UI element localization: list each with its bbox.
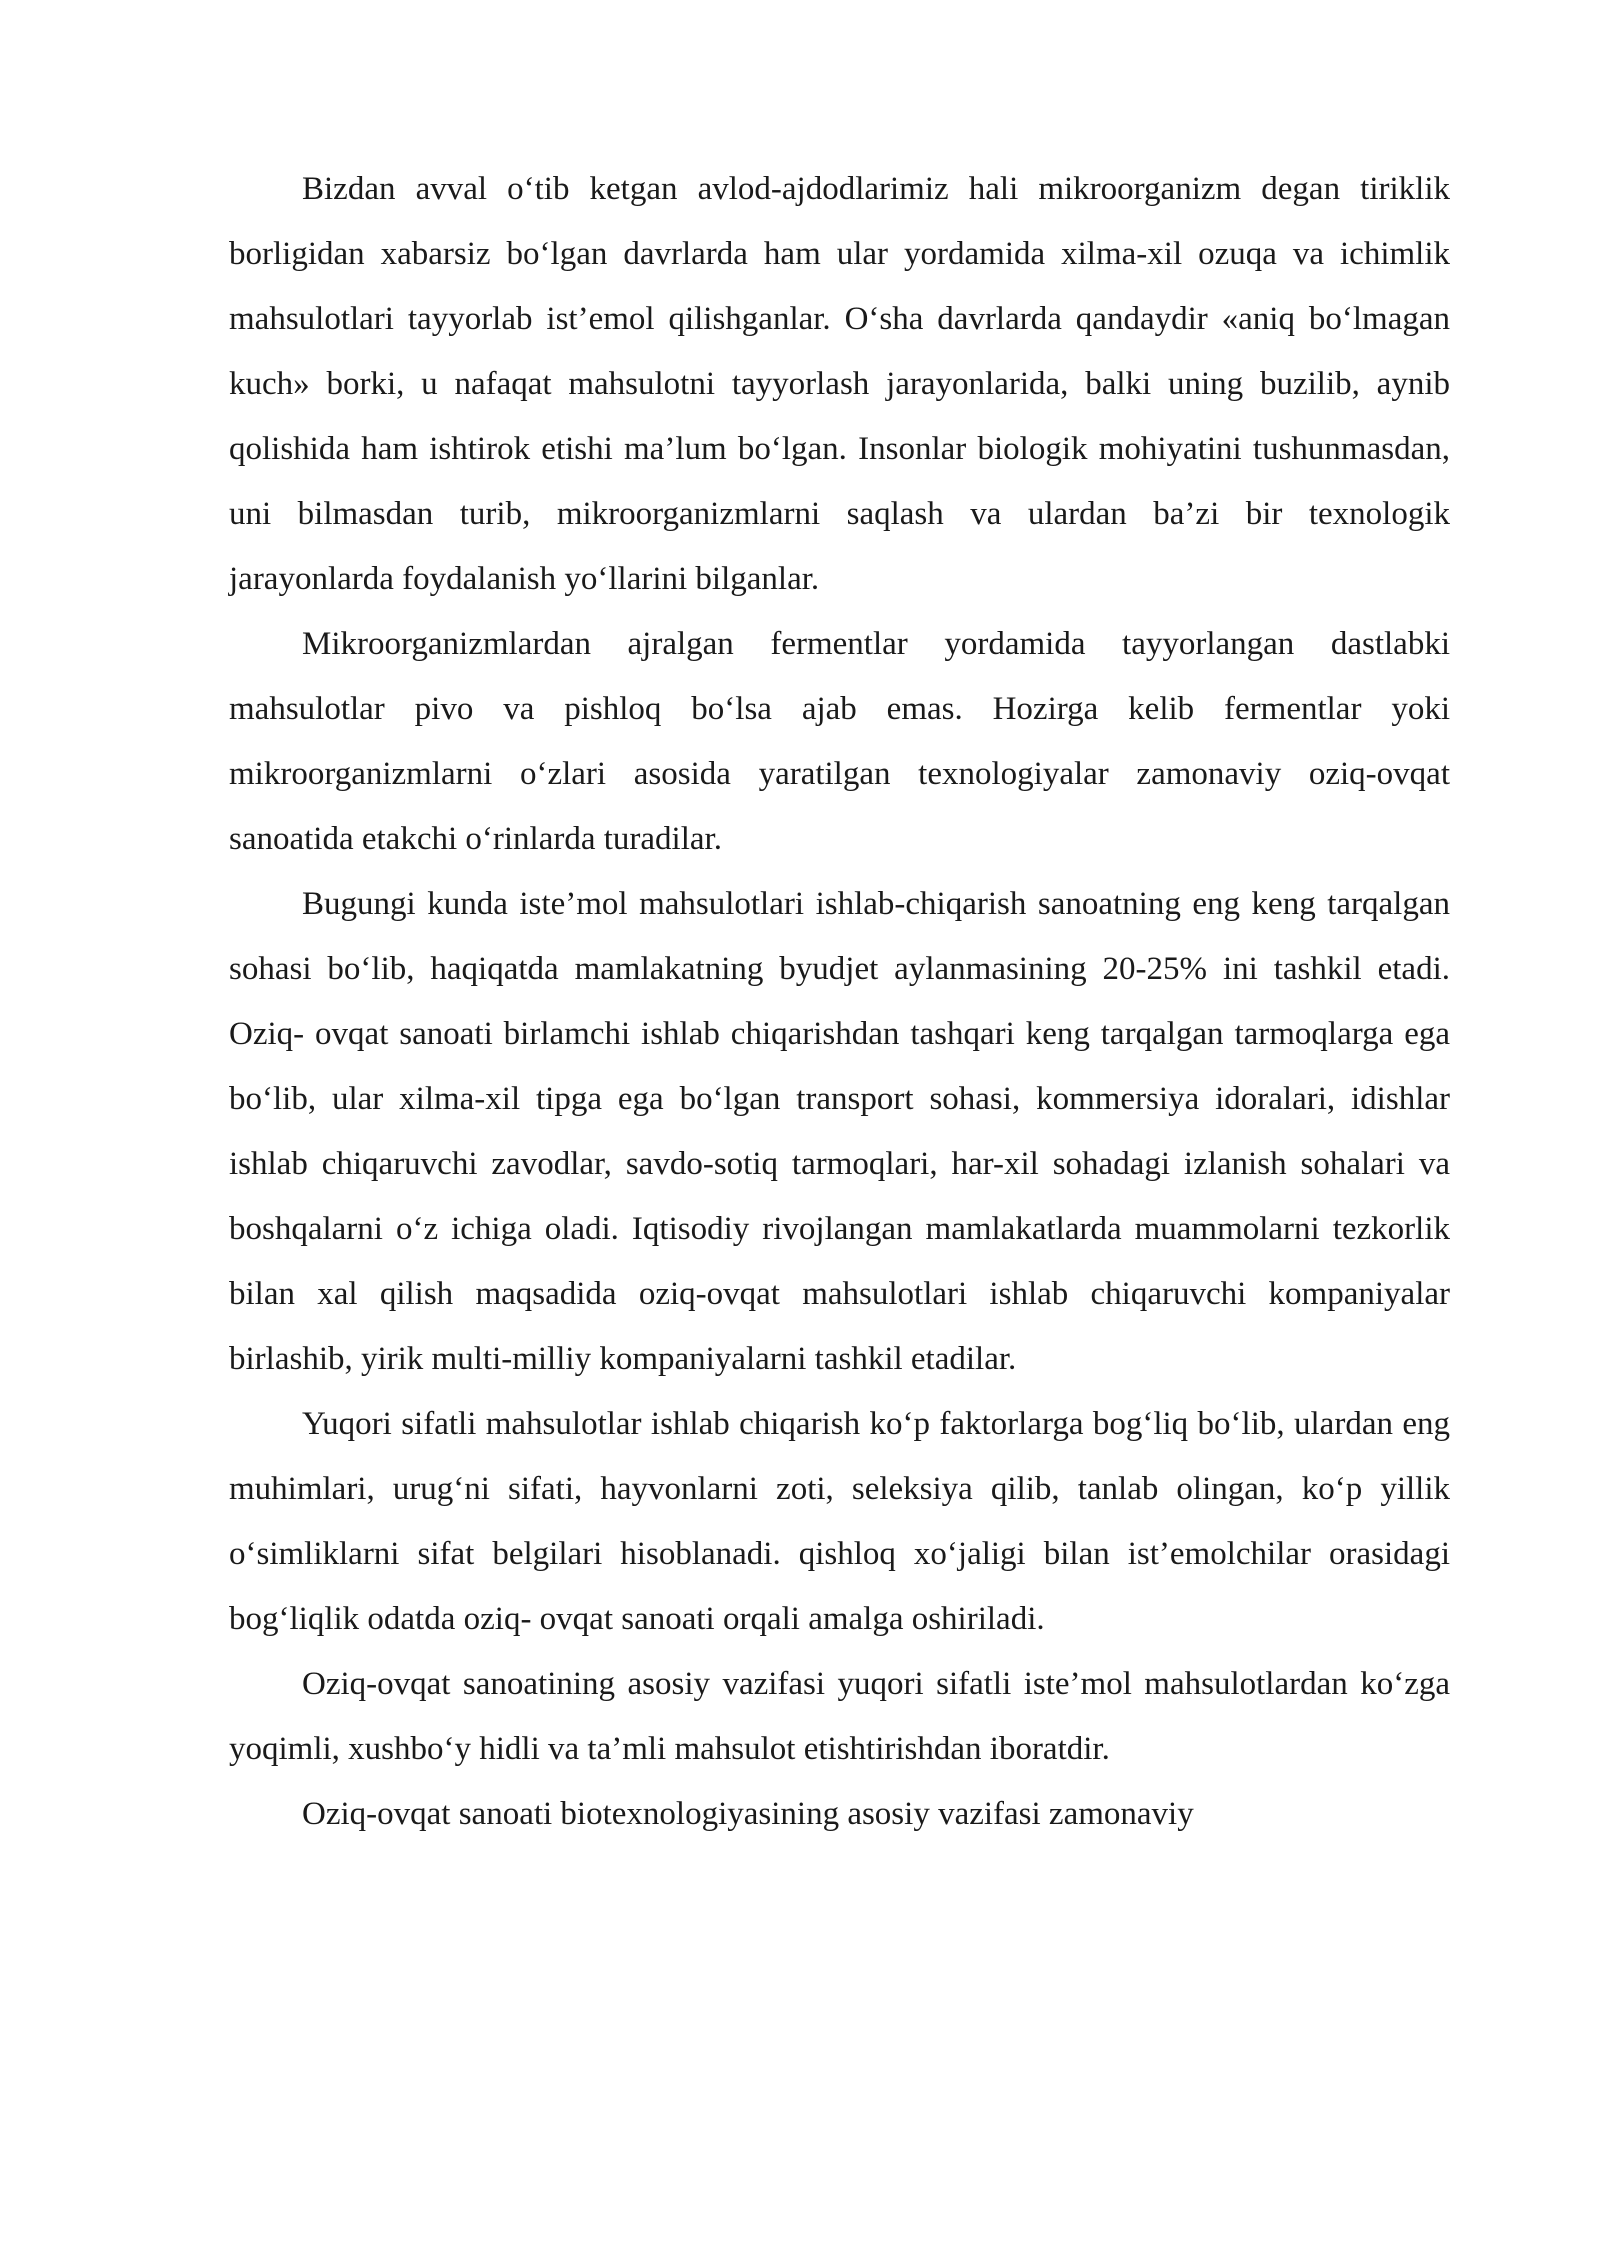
document-body <box>229 157 1450 1847</box>
paragraph-1: Bizdan avval oʻtib ketgan avlod-ajdodlarimiz hali mikroorganizm degan tiriklik borligidan xabarsiz boʻlgan davrlarda ham ular yordamida xilma-xil ozuqa va ichimlik mahsulotlari tayyorlab ist’emol qilishganlar. Oʻsha davrlarda qandaydir «aniq boʻlmagan kuch» borki, u nafaqat mahsulotni tayyorlash jarayonlarida, balki uning buzilib, aynib qolishida ham ishtirok etishi ma’lum boʻlgan. Insonlar biologik mohiyatini tushunmasdan, uni bilmasdan turib, mikroorganizmlarni saqlash va ulardan ba’zi bir texnologik jarayonlarda foydalanish yoʻllarini bilganlar. <box>229 171 1450 597</box>
paragraph-3: Bugungi kunda iste’mol mahsulotlari ishlab-chiqarish sanoatning eng keng tarqalgan sohasi boʻlib, haqiqatda mamlakatning byudjet aylanmasining 20-25% ini tashkil etadi. Oziq- ovqat sanoati birlamchi ishlab chiqarishdan tashqari keng tarqalgan tarmoqlarga ega boʻlib, ular xilma-xil tipga ega boʻlgan transport sohasi, kommersiya idoralari, idishlar ishlab chiqaruvchi zavodlar, savdo-sotiq tarmoqlari, har-xil sohadagi izlanish sohalari va boshqalarni oʻz ichiga oladi. Iqtisodiy rivojlangan mamlakatlarda muammolarni tezkorlik bilan xal qilish maqsadida oziq-ovqat mahsulotlari ishlab chiqaruvchi kompaniyalar birlashib, yirik multi-milliy kompaniyalarni tashkil etadilar. <box>229 886 1450 1377</box>
paragraph-5: Oziq-ovqat sanoatining asosiy vazifasi yuqori sifatli iste’mol mahsulotlardan koʻzga yoqimli, xushboʻy hidli va ta’mli mahsulot etishtirishdan iboratdir. <box>229 1666 1450 1767</box>
paragraph-2: Mikroorganizmlardan ajralgan fermentlar yordamida tayyorlangan dastlabki mahsulotlar pivo va pishloq boʻlsa ajab emas. Hozirga kelib fermentlar yoki mikroorganizmlarni oʻzlari asosida yaratilgan texnologiyalar zamonaviy oziq-ovqat sanoatida etakchi oʻrinlarda turadilar. <box>229 626 1450 857</box>
paragraph-4: Yuqori sifatli mahsulotlar ishlab chiqarish koʻp faktorlarga bogʻliq boʻlib, ulardan eng muhimlari, urugʻni sifati, hayvonlarni zoti, seleksiya qilib, tanlab olingan, koʻp yillik oʻsimliklarni sifat belgilari hisoblanadi. qishloq xoʻjaligi bilan ist’emolchilar orasidagi bogʻliqlik odatda oziq- ovqat sanoati orqali amalga oshiriladi. <box>229 1406 1450 1637</box>
paragraph-6: Oziq-ovqat sanoati biotexnologiyasining asosiy vazifasi zamonaviy <box>302 1796 1194 1832</box>
